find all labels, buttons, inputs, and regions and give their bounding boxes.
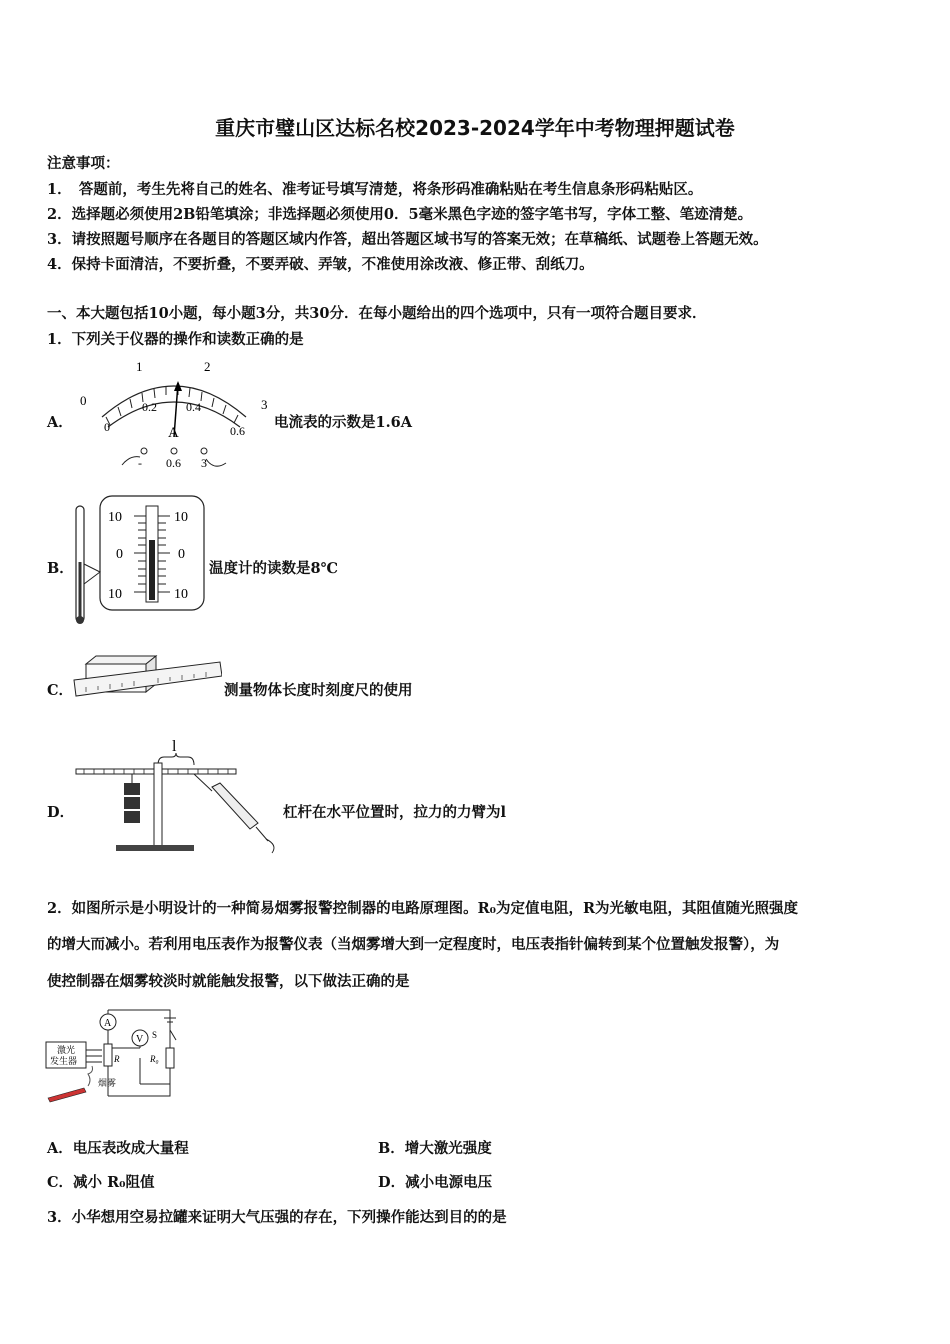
q1-option-d-label: D． [47,804,75,821]
lever-arm-label: l [172,738,177,755]
ammeter-bottom-1: 0.2 [142,400,157,414]
question-2-line-1: 2．如图所示是小明设计的一种简易烟雾报警控制器的电路原理图。R₀为定值电阻，R为光敏电阻，其阻值随光照强度 [47,900,799,917]
ammeter-top-0: 0 [80,393,87,408]
notice-item-2: 2．选择题必须使用2B铅笔填涂；非选择题必须使用0．5毫米黑色字迹的签字笔书写，字体工整、笔迹清楚。 [47,206,753,223]
q1-option-d-text: 杠杆在水平位置时，拉力的力臂为l [283,804,507,821]
terminal-3: 3 [201,456,207,470]
ammeter-figure [74,355,274,475]
lever-figure [72,735,282,855]
q1-option-c-text: 测量物体长度时刻度尺的使用 [224,682,413,699]
q1-option-a-label: A． [47,414,73,431]
question-2-line-3: 使控制器在烟雾较淡时就能触发报警，以下做法正确的是 [47,973,410,990]
circuit-r: R [114,1054,120,1064]
ammeter-top-2: 2 [204,359,211,374]
q1-option-a-text: 电流表的示数是1.6A [274,414,412,431]
thermo-left-0: 0 [116,547,123,562]
circuit-switch: S [152,1030,158,1040]
thermo-left-10-bottom: 10 [108,587,122,602]
thermo-right-10-bottom: 10 [174,587,188,602]
page-title: 重庆市璧山区达标名校2023-2024学年中考物理押题试卷 [215,116,735,140]
ammeter-bottom-0: 0 [104,420,110,434]
q2-option-a: A．电压表改成大量程 [47,1140,189,1157]
notice-heading: 注意事项： [47,155,120,172]
thermo-left-10-top: 10 [108,510,122,525]
thermometer-figure [72,492,208,632]
q1-option-b-label: B． [47,560,74,577]
q2-option-b: B．增大激光强度 [378,1140,492,1157]
circuit-figure [44,1000,184,1104]
circuit-ammeter: A [104,1018,112,1029]
smoke-label: 烟雾 [98,1078,117,1088]
q1-option-c-label: C． [47,682,74,699]
terminal-neg: - [138,456,142,470]
ammeter-unit: A [168,425,179,441]
question-2-line-2: 的增大而减小。若利用电压表作为报警仪表（当烟雾增大到一定程度时，电压表指针偏转到某个位置触发报警），为 [47,936,780,953]
thermo-right-0: 0 [178,547,185,562]
ammeter-bottom-3: 0.6 [230,424,245,438]
circuit-r0: R₀ [150,1054,159,1064]
q2-option-d: D．减小电源电压 [378,1174,493,1191]
question-1-stem: 1．下列关于仪器的操作和读数正确的是 [47,331,304,348]
question-3-stem: 3．小华想用空易拉罐来证明大气压强的存在，下列操作能达到目的的是 [47,1209,507,1226]
circuit-voltmeter: V [136,1034,144,1045]
notice-item-3: 3．请按照题号顺序在各题目的答题区域内作答，超出答题区域书写的答案无效；在草稿纸、试题卷上答题无效。 [47,231,768,248]
terminal-06: 0.6 [166,456,181,470]
ammeter-top-1: 1 [136,359,143,374]
ammeter-top-3: 3 [261,397,268,412]
laser-line-2: 发生器 [50,1056,78,1066]
notice-item-4: 4．保持卡面清洁，不要折叠，不要弄破、弄皱，不准使用涂改液、修正带、刮纸刀。 [47,256,594,273]
q2-option-c: C．减小 R₀阻值 [47,1174,155,1191]
q1-option-b-text: 温度计的读数是8℃ [209,560,338,577]
ruler-figure [72,650,222,700]
notice-item-1: 1． 答题前，考生先将自己的姓名、准考证号填写清楚，将条形码准确粘贴在考生信息条形码粘贴区。 [47,181,703,198]
ammeter-bottom-2: 0.4 [186,400,201,414]
thermo-right-10-top: 10 [174,510,188,525]
section-heading: 一、本大题包括10小题，每小题3分，共30分．在每小题给出的四个选项中，只有一项符合题目要求． [47,305,707,322]
laser-line-1: 激光 [57,1045,76,1055]
